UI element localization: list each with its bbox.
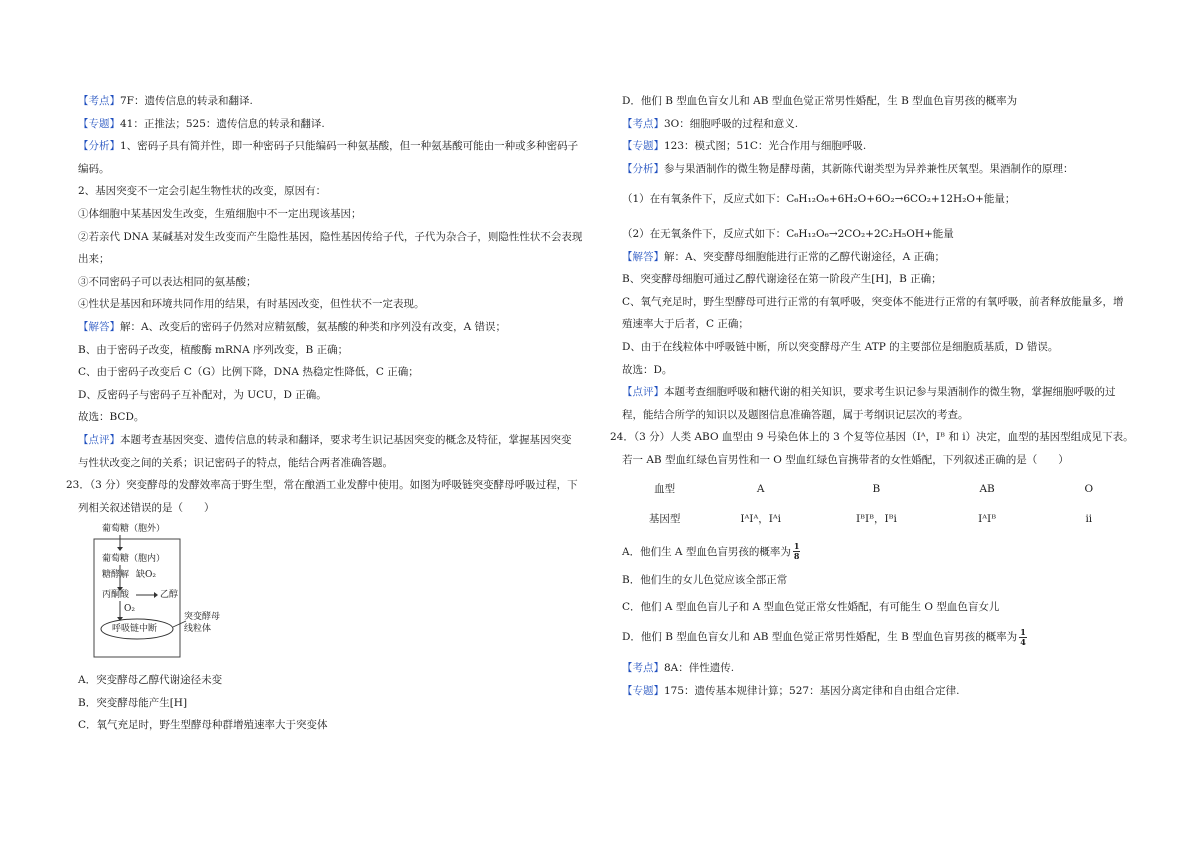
r-dianping-tag: 【点评】: [622, 386, 664, 399]
r-jieda-d: D、由于在线粒体中呼吸链中断，所以突变酵母产生 ATP 的主要部位是细胞质基质，D 错误。: [622, 340, 1059, 353]
question-24-stem: 24．（3 分）人类 ABO 血型由 9 号染色体上的 3 个复等位基因（Iᴬ，Iᴮ 和 i）决定，血型的基因型组成见下表。: [610, 431, 1134, 444]
label-ethanol: 乙醇: [160, 590, 179, 601]
jieda-tag: 【解答】: [78, 320, 120, 333]
q23-option-a: A．突变酵母乙醇代谢途径未变: [78, 674, 223, 687]
fraction-numerator: 1: [793, 541, 800, 552]
table-cell: IᴬIᴬ，Iᴬi: [740, 513, 782, 526]
arrow-1-head: [117, 547, 123, 551]
label-o2: O₂: [124, 604, 135, 615]
fenxi-line-5: ③不同密码子可以表达相同的氨基酸；: [78, 275, 257, 288]
right-column: [610, 90, 1142, 702]
r-fenxi-text: 参与果酒制作的微生物是酵母菌，其新陈代谢类型为异养兼性厌氧型。果酒制作的原理：: [664, 162, 1074, 175]
left-column: [66, 90, 598, 737]
fenxi-line-4b: 出来；: [78, 253, 110, 266]
dianping-line: [78, 429, 598, 452]
r-zhuanti-tag-2: 【专题】: [622, 684, 664, 697]
r-jieda-text: 解：A、突变酵母细胞能进行正常的乙醇代谢途径，A 正确；: [664, 250, 946, 263]
jieda-line: [78, 316, 598, 339]
jieda-d: D、反密码子与密码子互补配对，为 UCU，D 正确。: [78, 388, 327, 401]
table-cell: 血型: [654, 482, 676, 495]
q24-option-a-text: A．他们生 A 型血色盲男孩的概率为: [622, 545, 791, 558]
kaodian-text: 7F：遗传信息的转录和翻译.: [120, 95, 253, 107]
r-kaodian-line-2: [622, 657, 1142, 680]
table-row: [622, 474, 1142, 505]
table-cell: IᴬIᴮ: [978, 513, 997, 526]
table-cell: O: [1084, 482, 1094, 495]
label-pyruvate: 丙酮酸: [102, 590, 130, 601]
fraction-1-8: [793, 542, 801, 561]
r-jieda-line: [622, 246, 1142, 269]
q24-option-b: B．他们生的女儿色觉应该全部正常: [622, 574, 788, 587]
table-cell: A: [756, 482, 765, 495]
r-kaodian-line: [622, 113, 1142, 136]
arrow-3-head: [154, 592, 158, 598]
dianping-text: 本题考查基因突变、遗传信息的转录和翻译，要求考生识记基因突变的概念及特征，掌握基因突变: [120, 433, 572, 446]
table-cell: B: [872, 482, 881, 495]
fraction-numerator: 1: [1020, 626, 1026, 637]
table-cell: 基因型: [648, 513, 681, 526]
fraction-denominator: 8: [793, 551, 800, 562]
label-chain-break: 呼吸链中断: [112, 624, 158, 635]
kaodian-tag: 【考点】: [78, 95, 120, 107]
label-glycolysis: 糖酵解: [102, 570, 130, 581]
r-zhuanti-text: 123：模式图；51C：光合作用与细胞呼吸.: [664, 140, 867, 153]
fenxi-tag: 【分析】: [78, 140, 120, 153]
label-glucose-out: 葡萄糖（胞外）: [102, 524, 166, 535]
r-jieda-c: C、氧气充足时，野生型酵母可进行正常的有氧呼吸，突变体不能进行正常的有氧呼吸，前者释放能量多，增: [622, 295, 1124, 308]
label-mito-2: 线粒体: [184, 624, 212, 635]
r-kaodian-text-2: 8A：伴性遗传.: [664, 662, 735, 675]
q23-option-c: C．氧气充足时，野生型酵母种群增殖速率大于突变体: [78, 719, 328, 732]
q23-option-d: D．他们 B 型血色盲女儿和 AB 型血色觉正常男性婚配，生 B 型血色盲男孩的概率为: [622, 95, 1018, 107]
fenxi-line-6: ④性状是基因和环境共同作用的结果，有时基因改变，但性状不一定表现。: [78, 298, 425, 311]
fraction-1-4: [1019, 628, 1027, 647]
fenxi-text: 1、密码子具有简并性，即一种密码子只能编码一种氨基酸，但一种氨基酸可能由一种或多种密码子: [120, 140, 579, 153]
label-lack-o2: 缺O₂: [136, 570, 156, 581]
r-guxuan: 故选：D。: [622, 363, 673, 376]
zhuanti-tag: 【专题】: [78, 117, 120, 130]
q24-option-c: C．他们 A 型血色盲儿子和 A 型血色觉正常女性婚配，有可能生 O 型血色盲女儿: [622, 600, 1000, 613]
question-23-stem: 23．（3 分）突变酵母的发酵效率高于野生型，常在酿酒工业发酵中使用。如图为呼吸链突变酵母呼吸过程，下: [66, 479, 578, 492]
jieda-c: C、由于密码子改变后 C（G）比例下降，DNA 热稳定性降低，C 正确；: [78, 366, 419, 379]
fenxi-line-3: ①体细胞中某基因发生改变，生殖细胞中不一定出现该基因；: [78, 207, 362, 220]
table-cell: AB: [979, 482, 995, 495]
equation-aerobic: [622, 188, 1142, 211]
r-zhuanti-text-2: 175：遗传基本规律计算；527：基因分离定律和自由组合定律.: [664, 684, 960, 697]
eq2-prefix: （2）在无氧条件下，反应式如下：: [622, 227, 787, 240]
eq2: C₆H₁₂O₆→2CO₂+2C₂H₅OH+能量: [786, 227, 954, 240]
question-24-stem-2: 若一 AB 型血红绿色盲男性和一 O 型血红绿色盲携带者的女性婚配，下列叙述正确的是（ ）: [622, 453, 1069, 466]
table-cell: IᴮIᴮ，Iᴮi: [855, 513, 897, 526]
fraction-denominator: 4: [1020, 636, 1026, 647]
table-row: [622, 504, 1142, 535]
q24-option-d: [622, 626, 1142, 649]
label-glucose-in: 葡萄糖（胞内）: [102, 554, 166, 565]
eq1: C₆H₁₂O₆+6H₂O+6O₂→6CO₂+12H₂O+能量；: [786, 193, 1016, 206]
question-23-stem-2: 列相关叙述错误的是（ ）: [78, 501, 215, 514]
r-dianping-text: 本题考查细胞呼吸和糖代谢的相关知识，要求考生识记参与果酒制作的微生物，掌握细胞呼吸的过: [664, 386, 1116, 399]
dianping-line-2: 与性状改变之间的关系；识记密码子的特点，能结合两者准确答题。: [78, 456, 393, 469]
fenxi-line-4: ②若亲代 DNA 某碱基对发生改变而产生隐性基因，隐性基因传给子代，子代为杂合子，则隐性性状不会表现: [78, 230, 583, 243]
r-dianping-line-2: 程，能结合所学的知识以及题图信息准确答题，属于考纲识记层次的考查。: [622, 408, 969, 421]
q24-option-d-text: D．他们 B 型血色盲女儿和 AB 型血色觉正常男性婚配，生 B 型血色盲男孩的概率为: [622, 631, 1018, 644]
zhuanti-text: 41：正推法；525：遗传信息的转录和翻译.: [120, 117, 325, 130]
fenxi-line-1b: 编码。: [78, 162, 110, 175]
dianping-tag: 【点评】: [78, 433, 120, 446]
r-jieda-c2: 殖速率大于后者，C 正确；: [622, 318, 749, 331]
jieda-b: B、由于密码子改变，植酸酶 mRNA 序列改变，B 正确；: [78, 343, 349, 356]
r-kaodian-tag-2: 【考点】: [622, 662, 664, 675]
r-kaodian-text: 3O：细胞呼吸的过程和意义.: [664, 117, 799, 130]
blood-type-table: [622, 474, 1142, 535]
label-mito-1: 突变酵母: [184, 612, 221, 623]
table-cell: ii: [1085, 513, 1093, 526]
r-dianping-line: [622, 381, 1142, 404]
equation-anaerobic: [622, 223, 1142, 246]
r-fenxi-line: [622, 158, 1142, 181]
r-fenxi-tag: 【分析】: [622, 162, 664, 175]
zhuanti-line: [78, 113, 598, 136]
q23-option-b: B．突变酵母能产生[H]: [78, 696, 188, 709]
kaodian-line: [78, 90, 598, 113]
fenxi-line: [78, 135, 598, 158]
r-zhuanti-line-2: [622, 680, 1142, 703]
r-zhuanti-tag: 【专题】: [622, 140, 664, 153]
fenxi-line-2: 2、基因突变不一定会引起生物性状的改变，原因有：: [78, 185, 327, 198]
guxuan: 故选：BCD。: [78, 411, 145, 424]
eq1-prefix: （1）在有氧条件下，反应式如下：: [622, 193, 787, 206]
r-jieda-tag: 【解答】: [622, 250, 664, 263]
r-jieda-b: B、突变酵母细胞可通过乙醇代谢途径在第一阶段产生[H]，B 正确；: [622, 273, 942, 286]
q24-option-a: [622, 541, 1142, 564]
jieda-text: 解：A、改变后的密码子仍然对应精氨酸，氨基酸的种类和序列没有改变，A 错误；: [120, 320, 507, 333]
respiration-diagram: [90, 523, 221, 659]
r-zhuanti-line: [622, 135, 1142, 158]
r-kaodian-tag: 【考点】: [622, 117, 664, 130]
